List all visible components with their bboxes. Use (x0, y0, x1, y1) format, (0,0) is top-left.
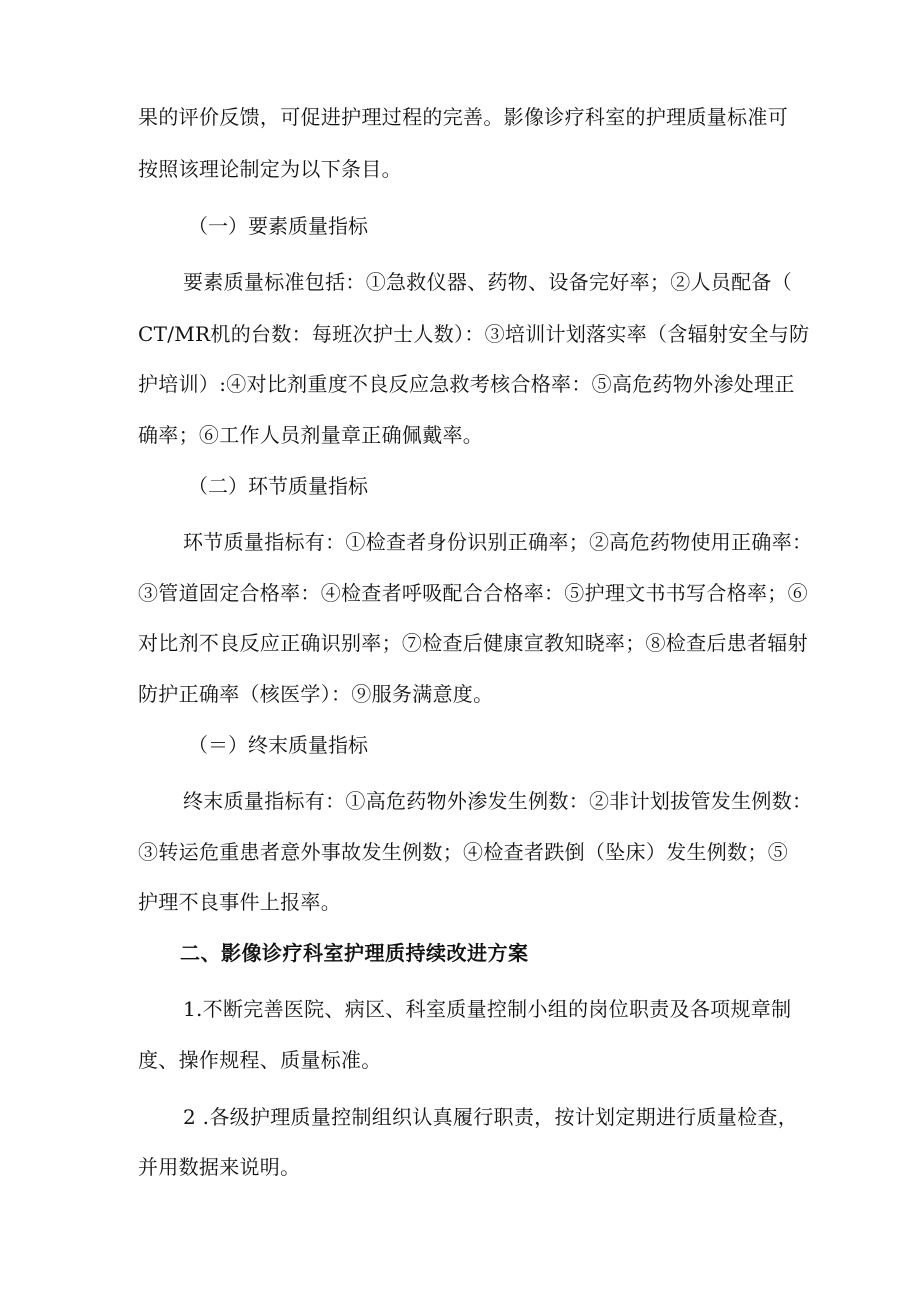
part-heading-continuous-improvement: 二、影像诊疗科室护理质持续改进方案 (180, 941, 529, 965)
part2-item1-line-2: 度、操作规程、质量标准。 (138, 1048, 382, 1072)
section3-line-3: 护理不良事件上报率。 (138, 890, 341, 914)
section2-line-1: 环节质量指标有：①检查者身份识别正确率；②高危药物使用正确率： (183, 530, 813, 554)
section-heading-outcome-quality: （＝）终末质量指标 (188, 733, 368, 757)
section1-line-1: 要素质量标准包括：①急救仪器、药物、设备完好率；②人员配备（ (183, 270, 792, 294)
section2-line-3: 对比剂不良反应正确识别率；⑦检查后健康宣教知晓率；⑧检查后患者辐射 (138, 631, 808, 655)
section2-line-4: 防护正确率（核医学）：⑨服务满意度。 (138, 682, 494, 706)
intro-line-2: 按照该理论制定为以下条目。 (138, 157, 402, 181)
section3-line-1: 终末质量指标有：①高危药物外渗发生例数：②非计划拔管发生例数： (183, 789, 813, 813)
section3-line-2: ③转运危重患者意外事故发生例数；④检查者跌倒（坠床）发生例数；⑤ (138, 840, 788, 864)
part2-item1-line-1: 1.不断完善医院、病区、科室质量控制小组的岗位职责及各项规章制 (183, 997, 792, 1021)
section1-line-3: 护培训）:④对比剂重度不良反应急救考核合格率：⑤高危药物外渗处理正 (138, 372, 795, 396)
intro-line-1: 果的评价反馈，可促进护理过程的完善。影像诊疗科室的护理质量标准可 (138, 105, 788, 129)
section-heading-element-quality: （一）要素质量指标 (188, 214, 368, 238)
part2-item2-line-2: 并用数据来说明。 (138, 1155, 301, 1179)
section2-line-2: ③管道固定合格率：④检查者呼吸配合合格率：⑤护理文书书写合格率；⑥ (138, 581, 808, 605)
part2-item2-line-1: 2 .各级护理质量控制组织认真履行职责，按计划定期进行质量检查， (183, 1105, 799, 1129)
section1-line-4: 确率；⑥工作人员剂量章正确佩戴率。 (138, 423, 484, 447)
section1-line-2: CT/MR机的台数：每班次护士人数）：③培训计划落实率（含辐射安全与防 (138, 322, 810, 346)
section-heading-process-quality: （二）环节质量指标 (188, 474, 368, 498)
